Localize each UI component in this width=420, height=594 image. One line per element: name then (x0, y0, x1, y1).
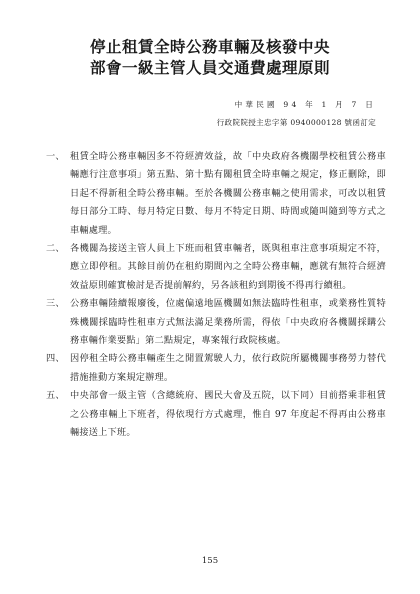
provision-item-5 (46, 387, 386, 442)
provision-number: 四、 (46, 353, 65, 365)
provision-item-4 (46, 350, 386, 387)
provision-item-2 (46, 240, 386, 295)
document-reference: 行政院院授主忠字第 0940000128 號函訂定 (216, 118, 376, 127)
provision-number: 五、 (46, 390, 65, 402)
provision-text: 中央部會一級主管（含總統府、國民大會及五院，以下同）目前搭乘非租賃之公務車輛上下班者，得依現行方式處理，惟自 97 年度起不得再由公務車輛接送上下班。 (70, 390, 386, 439)
provision-text: 因停租全時公務車輛產生之閒置駕駛人力，依行政院所屬機關事務勞力替代措施推動方案規定辦理。 (70, 353, 386, 383)
provision-number: 一、 (46, 151, 65, 162)
provision-list (46, 148, 386, 443)
provision-number: 三、 (46, 298, 65, 310)
provision-number: 二、 (46, 243, 65, 255)
provision-text: 公務車輛陸續報廢後，位處偏遠地區機關如無法臨時性租車，或業務性質特殊機關採臨時性租車方式無法滿足業務所需，得依「中央政府各機關採購公務車輛作業要點」第二點規定，專案報行政院核處。 (70, 298, 386, 347)
title-line-2: 部會一級主管人員交通費處理原則 (89, 58, 330, 77)
provision-text: 租賃全時公務車輛因多不符經濟效益，故「中央政府各機關學校租賃公務車輛應行注意事項」第五點、第十點有關租賃全時車輛之規定，修正刪除，即日起不得新租全時公務車輛。至於各機關公務車輛之使用需求，可改以租賃每日部分工時、每月特定日數、每月不特定日期、時間或隨叫隨到等方式之車輛處理。 (70, 151, 386, 236)
provision-text: 各機關為接送主管人員上下班而租賃車輛者，既與租車注意事項規定不符，應立即停租。其餘目前仍在租約期間內之全時公務車輛，應就有無符合經濟效益原則確實檢討是否提前解約，另各該租約到期後不得再行續租。 (70, 243, 386, 291)
provision-item-1 (46, 148, 386, 240)
title-line-1: 停止租賃全時公務車輛及核發中央 (89, 37, 330, 56)
document-title (40, 36, 380, 78)
provision-item-3 (46, 295, 386, 350)
issue-date: 中華民國 94 年 1 月 7 日 (234, 100, 376, 109)
page-number: 155 (201, 556, 219, 566)
